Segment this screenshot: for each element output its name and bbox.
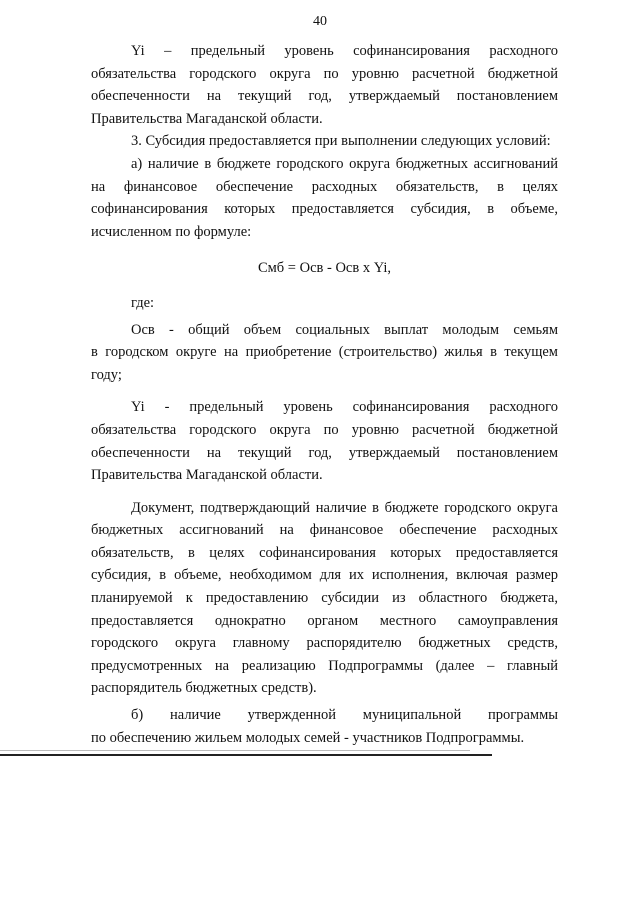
paragraph-yi-definition-2 [91, 396, 558, 486]
text-line: б) наличие утвержденной муниципальной программы [131, 707, 558, 724]
text-line: обязательства городского округа по уровню расчетной бюджетной [91, 421, 558, 438]
text-line: городского округа главному распорядителю бюджетных средств, [91, 635, 558, 652]
text-line: обязательств, в целях софинансирования которых предоставляется [91, 544, 558, 561]
paragraph-condition-b [91, 704, 558, 749]
text-line: Правительства Магаданской области. [91, 110, 323, 127]
paragraph-yi-definition-1 [91, 40, 558, 130]
text-line: бюджетных ассигнований на финансовое обеспечение расходных [91, 522, 558, 539]
text-line: по обеспечению жильем молодых семей - участников Подпрограммы. [91, 729, 525, 746]
text-line: Осв - общий объем социальных выплат молодым семьям [131, 321, 558, 338]
text-line: Yi - предельный уровень софинансирования расходного [131, 399, 558, 416]
text-line: на финансовое обеспечение расходных обязательств, в целях [91, 178, 558, 195]
paragraph-condition-a [91, 153, 558, 243]
paragraph-condition-3: 3. Субсидия предоставляется при выполнении следующих условий: [131, 133, 551, 150]
text-line: Правительства Магаданской области. [91, 467, 323, 484]
text-line: планируемой к предоставлению субсидии из областного бюджета, [91, 590, 558, 607]
footer-rule-shadow [0, 750, 470, 751]
text-line: Yi – предельный уровень софинансирования расходного [131, 43, 558, 59]
document-body [91, 40, 558, 749]
text-line: а) наличие в бюджете городского округа бюджетных ассигнований [131, 155, 558, 172]
text-line: субсидия, в объеме, необходимом для их исполнения, включая размер [91, 567, 558, 584]
text-line: обеспеченности на текущий год, утверждаемый постановлением [91, 88, 558, 105]
text-line: году; [91, 366, 122, 383]
text-line: предусмотренных на реализацию Подпрограммы (далее – главный [91, 657, 558, 674]
text-line: исчисленном по формуле: [91, 223, 252, 240]
text-line: распорядитель бюджетных средств). [91, 680, 317, 697]
text-line: обязательства городского округа по уровню расчетной бюджетной [91, 65, 558, 82]
text-line: предоставляется однократно органом местного самоуправления [91, 612, 558, 629]
text-line: обеспеченности на текущий год, утверждаемый постановлением [91, 444, 558, 461]
text-line: Документ, подтверждающий наличие в бюджете городского округа [131, 499, 558, 516]
footer-rule [0, 754, 492, 756]
formula: Смб = Осв - Осв х Yi, [257, 260, 392, 277]
text-line: софинансирования которых предоставляется субсидия, в объеме, [91, 201, 558, 218]
where-label: где: [131, 294, 155, 311]
page-number: 40 [313, 14, 327, 29]
paragraph-document-confirmation [91, 497, 558, 700]
paragraph-osv-definition [91, 319, 558, 387]
text-line: в городском округе на приобретение (строительство) жилья в текущем [91, 344, 558, 361]
